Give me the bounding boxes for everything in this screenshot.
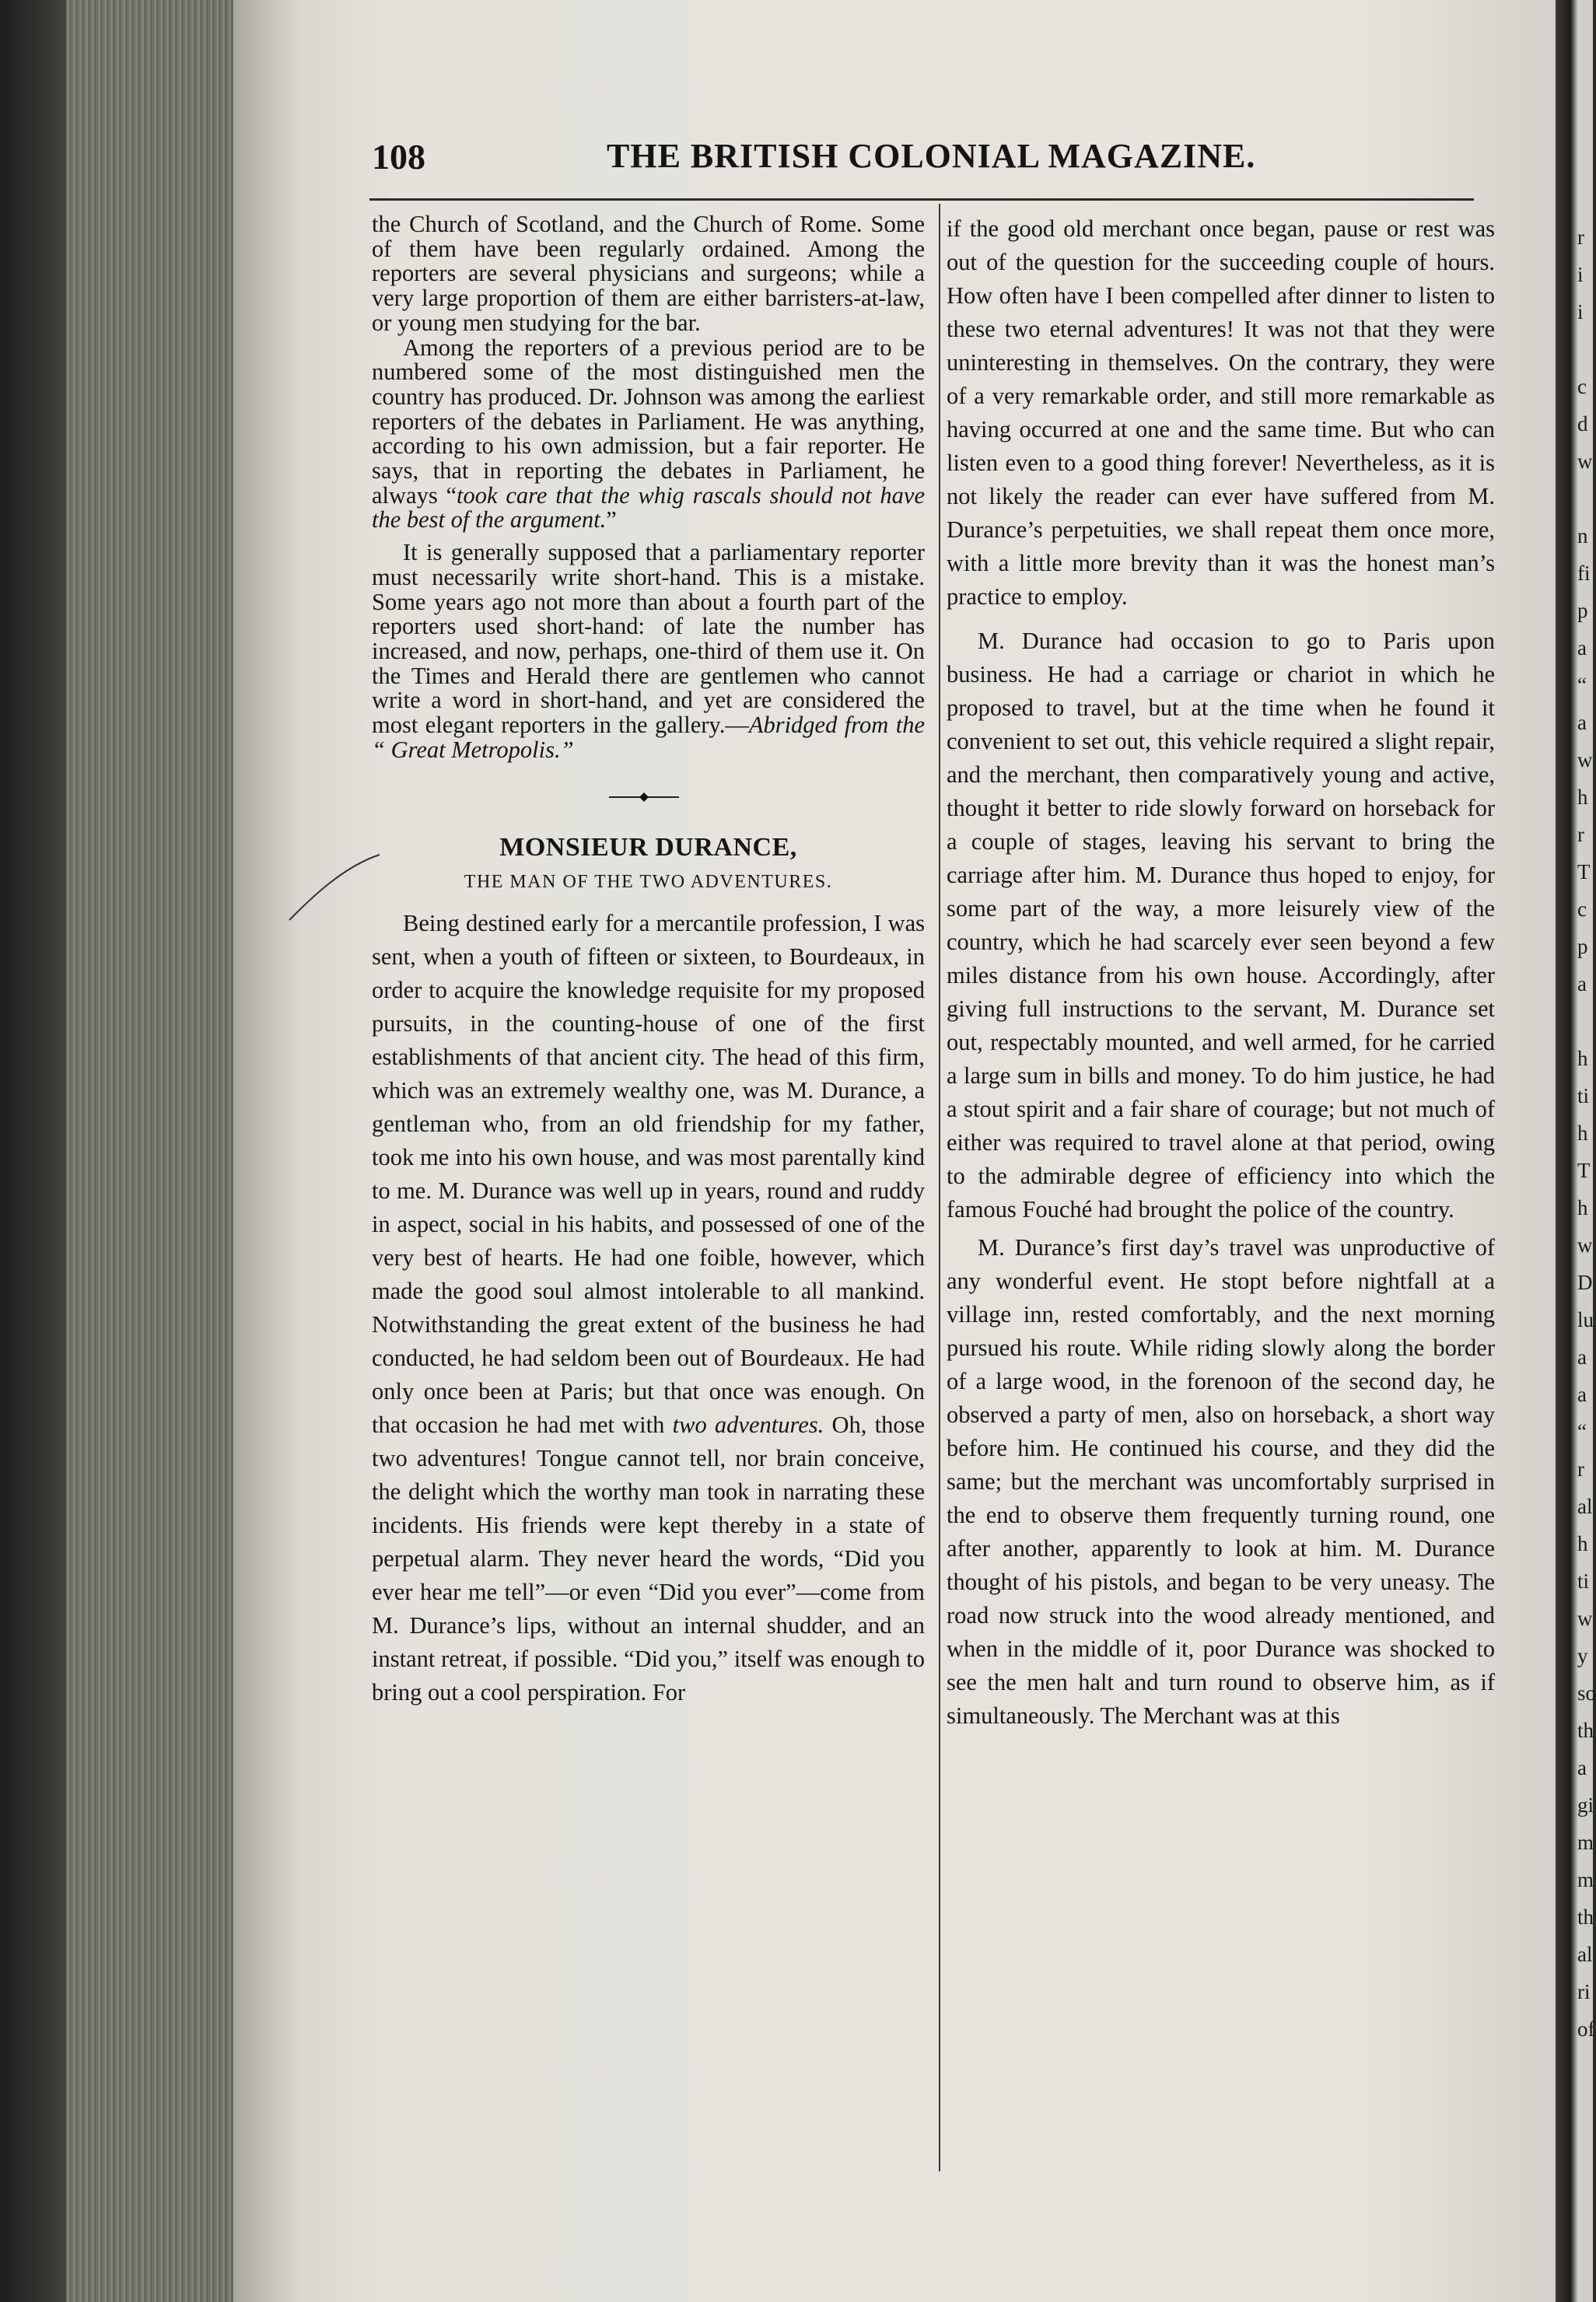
facing-page-fragment: w <box>1577 1233 1593 1257</box>
right-paragraph-2: M. Durance had occasion to go to Paris upon business. He had a carriage or chariot in which he proposed to travel, but at the time when he found it convenient to set out, this vehicle required a slight repair, and the merchant, then comparatively young and active, thought it better to ride slowly forward on horseback for a couple of stages, leaving his servant to bring the carriage after him. M. Durance thus hoped to enjoy, for some part of the way, a more leisurely view of the country, which he had scarcely ever seen beyond a few miles distance from his own house. Accordingly, after giving full instructions to the servant, M. Durance set out, respectably mounted, and well armed, for he carried a large sum in bills and money. To do him justice, he had a stout spirit and a fair share of courage; but not much of either was required to travel alone at that period, owing to the admirable degree of efficiency into which the famous Fouché had brought the police of the country. <box>947 628 1495 1223</box>
facing-page-fragment: n <box>1577 524 1588 548</box>
ornament-divider <box>372 776 925 823</box>
facing-page-fragment: th <box>1577 1719 1594 1742</box>
facing-page-fragment: w <box>1577 748 1593 771</box>
facing-page-fragment: gi <box>1577 1793 1594 1817</box>
facing-page-fragment: al <box>1577 1495 1593 1518</box>
right-paragraph-1: if the good old merchant once began, pause or rest was out of the question for the succeeding couple of hours. How often have I been compelled after dinner to listen to these two eternal adventures! It was not that they were uninteresting in themselves. On the contrary, they were of a very remarkable order, and still more remarkable as having occurred at one and the same time. But who can listen even to a good thing forever! Nevertheless, as it is not likely the reader can ever have suffered from M. Durance’s perpetuities, we shall repeat them once more, with a little more brevity than it was the honest man’s practice to employ. <box>947 215 1495 610</box>
facing-page-fragment: ti <box>1577 1569 1590 1593</box>
facing-page-fragment: T <box>1577 1159 1591 1182</box>
paragraph-text: Oh, those two adventures! Tongue cannot tell, nor brain conceive, the delight which the worthy man took in narrating these incidents. His friends were kept thereby in a state of perpetual alarm. They never heard the words, “Did you ever hear me tell”—or even “Did you ever”—come from M. Durance’s lips, without an internal shudder, and an instant retreat, if possible. “Did you,” itself was enough to bring out a cool perspiration. For <box>372 1412 925 1706</box>
facing-page-fragment: of <box>1577 2017 1595 2041</box>
article-subtitle: THE MAN OF THE TWO ADVENTURES. <box>464 872 833 893</box>
facing-page-fragment: h <box>1577 1196 1588 1219</box>
emphasis-text: two adventures. <box>672 1412 824 1439</box>
left-paragraph-2 <box>372 336 925 534</box>
facing-page-fragment: D <box>1577 1271 1593 1294</box>
facing-page-fragment: m <box>1577 1831 1594 1854</box>
book-binding <box>0 0 74 2302</box>
facing-page-fragment: w <box>1577 450 1593 473</box>
page-number: 108 <box>372 137 425 177</box>
facing-page-fragment: w <box>1577 1607 1593 1630</box>
facing-page-fragment: m <box>1577 1868 1594 1891</box>
facing-page-fragment: ri <box>1577 1980 1591 2003</box>
paragraph-text: It is generally supposed that a parliamentary reporter must necessarily write short-hand. This is a mistake. Some years ago not more than about a fourth part of the reporters used short-hand: of late the number has increased, and now, perhaps, one-third of them use it. On the Times and Herald there are gentlemen who cannot write a word in short-hand, and yet are considered the most elegant reporters in the gallery.— <box>372 539 925 739</box>
facing-page-fragment: “ <box>1577 673 1587 697</box>
facing-page-fragment: a <box>1577 711 1587 734</box>
facing-page-fragment: i <box>1577 300 1584 324</box>
facing-page-fragment: i <box>1577 263 1584 286</box>
facing-page-fragment: c <box>1577 897 1587 921</box>
quote-close: ” <box>606 506 617 534</box>
facing-page-fragment: so <box>1577 1681 1596 1705</box>
facing-page-fragment: fi <box>1577 562 1591 585</box>
facing-page-fragment: a <box>1577 636 1587 659</box>
facing-page-fragment: r <box>1577 226 1584 249</box>
left-paragraph-4 <box>372 907 925 1709</box>
facing-page-fragment: a <box>1577 1345 1587 1369</box>
pencil-mark <box>288 852 381 922</box>
facing-page-fragment: “ <box>1577 1420 1587 1443</box>
page-header <box>372 136 1476 183</box>
left-paragraph-3 <box>372 541 925 762</box>
facing-page-fragment: p <box>1577 599 1588 622</box>
facing-page-fragment: th <box>1577 1905 1594 1929</box>
column-divider <box>939 204 940 2171</box>
facing-page-fragment: h <box>1577 1121 1588 1145</box>
left-paragraph-1: the Church of Scotland, and the Church of Rome. Some of them have been regularly ordained. Among the reporters are several physicians and surgeons; while a very large proportion of them are either barristers-at-law, or young men studying for the bar. <box>372 211 925 336</box>
article-title: MONSIEUR DURANCE, <box>499 833 797 862</box>
magazine-title: THE BRITISH COLONIAL MAGAZINE. <box>607 137 1256 175</box>
johnson-quote: took care that the whig rascals should not have the best of the argument. <box>372 481 925 534</box>
facing-page-fragment: h <box>1577 1047 1588 1070</box>
facing-page-edge <box>1556 0 1596 2302</box>
facing-page-fragment: p <box>1577 935 1588 958</box>
facing-page-fragment: y <box>1577 1644 1588 1667</box>
source-citation: Abridged from the “ Great Metropolis.” <box>372 712 925 763</box>
header-rule <box>369 198 1474 201</box>
facing-page-fragment: T <box>1577 860 1591 883</box>
right-column <box>947 212 1495 1733</box>
facing-page-fragment: a <box>1577 1756 1587 1779</box>
facing-page-fragment: d <box>1577 412 1588 436</box>
left-column <box>372 212 925 1709</box>
page-edges <box>66 0 249 2302</box>
facing-page-fragment: h <box>1577 785 1588 809</box>
facing-page-fragment: ti <box>1577 1084 1590 1107</box>
ornament-icon <box>609 792 679 803</box>
facing-page-fragment: al <box>1577 1943 1593 1966</box>
facing-page-fragment: c <box>1577 375 1587 398</box>
facing-page-fragment: lu <box>1577 1308 1594 1331</box>
facing-page-fragment: r <box>1577 823 1584 846</box>
facing-page-fragment: h <box>1577 1532 1588 1555</box>
paragraph-text: Among the reporters of a previous period are to be numbered some of the most distinguished men the country has produced. Dr. Johnson was among the earliest reporters of the debates in Parliament. He was anything, according to his own admission, but a fair reporter. He says, that in reporting the debates in Parliament, he always “ <box>372 334 925 509</box>
facing-page-fragment: a <box>1577 972 1587 995</box>
paragraph-text: Being destined early for a mercantile profession, I was sent, when a youth of fifteen or sixteen, to Bourdeaux, in order to acquire the knowledge requisite for my proposed pursuits, in the counting-house of one of the first establishments of that ancient city. The head of this firm, which was an extremely wealthy one, was M. Durance, a gentleman who, from an old friendship for my father, took me into his own house, and was most parentally kind to me. M. Durance was well up in years, round and ruddy in aspect, social in his habits, and possessed of one of the very best of hearts. He had one foible, however, which made the good soul almost intolerable to all mankind. Notwithstanding the great extent of the business he had conducted, he had seldom been out of Bourdeaux. He had only once been at Paris; but that once was enough. On that occasion he had met with <box>372 910 925 1439</box>
facing-page-fragment: a <box>1577 1383 1587 1406</box>
right-paragraph-3: M. Durance’s first day’s travel was unproductive of any wonderful event. He stopt before nightfall at a village inn, rested comfortably, and the next morning pursued his route. While riding slowly along the border of a large wood, in the forenoon of the second day, he observed a party of men, also on horseback, a short way before him. He continued his course, and they did the same; but the merchant was uncomfortably surprised in the end to observe them frequently turning round, one after another, apparently to look at him. M. Durance thought of his pistols, and began to be very uneasy. The road now struck into the wood already mentioned, and when in the middle of it, poor Durance was shocked to see the men halt and turn round to observe him, as if simultaneously. The Merchant was at this <box>947 1234 1495 1729</box>
facing-page-fragment: r <box>1577 1457 1584 1481</box>
